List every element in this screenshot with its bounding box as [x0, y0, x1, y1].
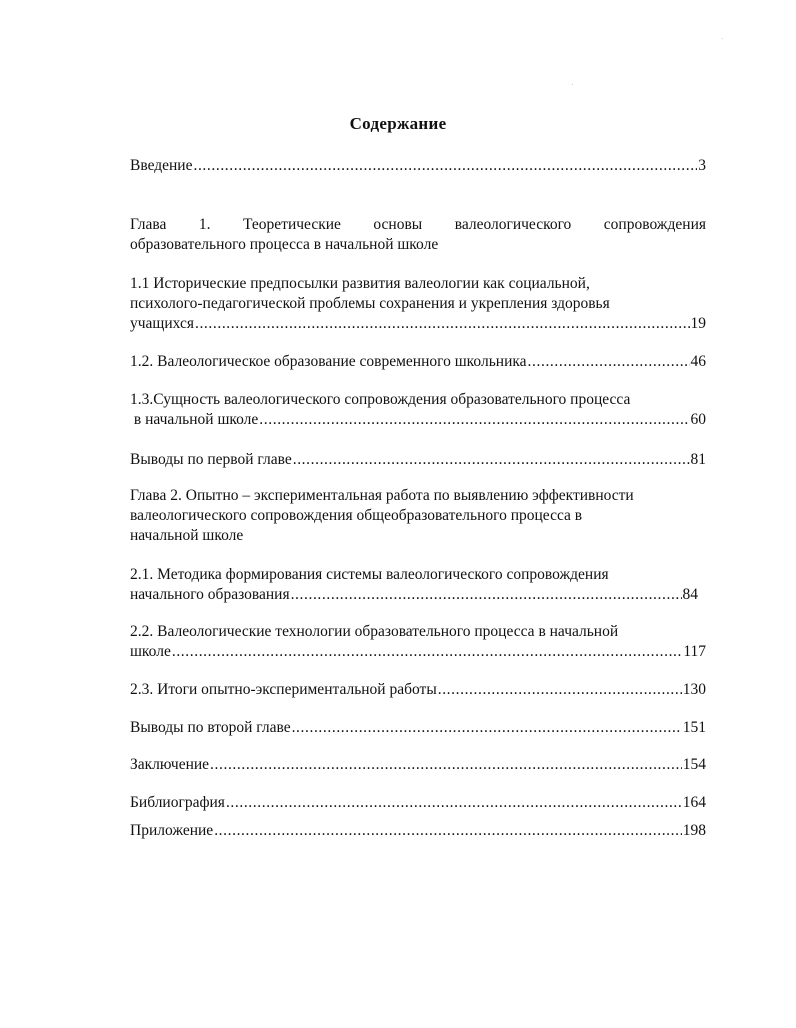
toc-entry-introduction: [130, 156, 706, 176]
dot-leader: [292, 718, 682, 738]
toc-page-number: 81: [690, 451, 706, 468]
toc-entry-chapter-2-conclusions: [130, 718, 706, 738]
toc-entry-title-line: психолого-педагогической проблемы сохранения и укрепления здоровья: [130, 295, 610, 312]
scan-speck: [572, 84, 573, 85]
toc-entry-title: Заключение: [130, 756, 210, 773]
toc-entry-title: Выводы по первой главе: [130, 451, 292, 468]
toc-entry-section-1-1: [130, 274, 706, 334]
toc-entry-title-line: начальной школе: [130, 527, 244, 544]
toc-entry-title-line: 1.1 Исторические предпосылки развития валеологии как социальной,: [130, 275, 590, 292]
toc-page-number: 84: [682, 586, 698, 603]
toc-entry-title-line: 1.3.Сущность валеологического сопровождения образовательного процесса: [130, 391, 631, 408]
toc-page-number: 198: [682, 822, 706, 839]
toc-entry-section-2-3: [130, 680, 706, 700]
toc-entry-title-line: учащихся: [130, 315, 194, 332]
toc-page-number: 3: [698, 157, 706, 174]
toc-entry-bibliography: [130, 793, 706, 813]
toc-entry-title-line: 2.1. Методика формирования системы валеологического сопровождения: [130, 566, 609, 583]
toc-entry-section-2-1: [130, 565, 706, 605]
toc-entry-title: 1.2. Валеологическое образование современного школьника: [130, 353, 527, 370]
toc-page-number: 60: [690, 411, 706, 428]
toc-entry-title-line: образовательного процесса в начальной школе: [130, 236, 439, 253]
dot-leader: [193, 156, 697, 176]
toc-page-number: 154: [682, 756, 706, 773]
page-title: Содержание: [349, 114, 447, 133]
toc-entry-chapter-1: [130, 215, 706, 255]
dot-leader: [293, 450, 690, 470]
toc-page-number: 151: [682, 719, 706, 736]
toc-entry-title-line: школе: [130, 643, 171, 660]
dot-leader: [214, 821, 682, 841]
toc-entry-title: Введение: [130, 157, 193, 174]
dot-leader: [291, 585, 682, 605]
toc-entry-title: 2.3. Итоги опытно-экспериментальной работы: [130, 681, 437, 698]
dot-leader: [226, 793, 682, 813]
toc-entry-section-1-2: [130, 352, 706, 372]
dot-leader: [195, 314, 690, 334]
toc-entry-section-1-3: [130, 390, 706, 430]
dot-leader: [438, 680, 682, 700]
toc-entry-chapter-1-conclusions: [130, 450, 706, 470]
toc-entry-appendix: [130, 821, 706, 841]
toc-entry-section-2-2: [130, 622, 706, 662]
toc-page-number: 130: [682, 681, 706, 698]
toc-page-number: 164: [682, 794, 706, 811]
dot-leader: [259, 410, 689, 430]
toc-entry-title: Приложение: [130, 822, 214, 839]
scan-speck: [722, 38, 723, 39]
toc-page-number: 46: [690, 353, 706, 370]
toc-entry-title: Выводы по второй главе: [130, 719, 291, 736]
toc-entry-title-line: начального образования: [130, 586, 290, 603]
toc-page-number: 117: [683, 643, 706, 660]
toc-page-number: 19: [690, 315, 706, 332]
toc-entry-title: Библиография: [130, 794, 225, 811]
dot-leader: [210, 755, 682, 775]
dot-leader: [172, 642, 682, 662]
toc-entry-title-line: в начальной школе: [130, 411, 259, 428]
toc-entry-title-line: валеологического сопровождения общеобразовательного процесса в: [130, 507, 583, 524]
toc-entry-conclusion: [130, 755, 706, 775]
toc-entry-title-line: Глава 1. Теоретические основы валеологического сопровождения: [130, 216, 706, 233]
toc-entry-title-line: 2.2. Валеологические технологии образовательного процесса в начальной: [130, 623, 619, 640]
dot-leader: [528, 352, 690, 372]
toc-entry-chapter-2: [130, 486, 706, 546]
toc-entry-title-line: Глава 2. Опытно – экспериментальная работа по выявлению эффективности: [130, 487, 634, 504]
